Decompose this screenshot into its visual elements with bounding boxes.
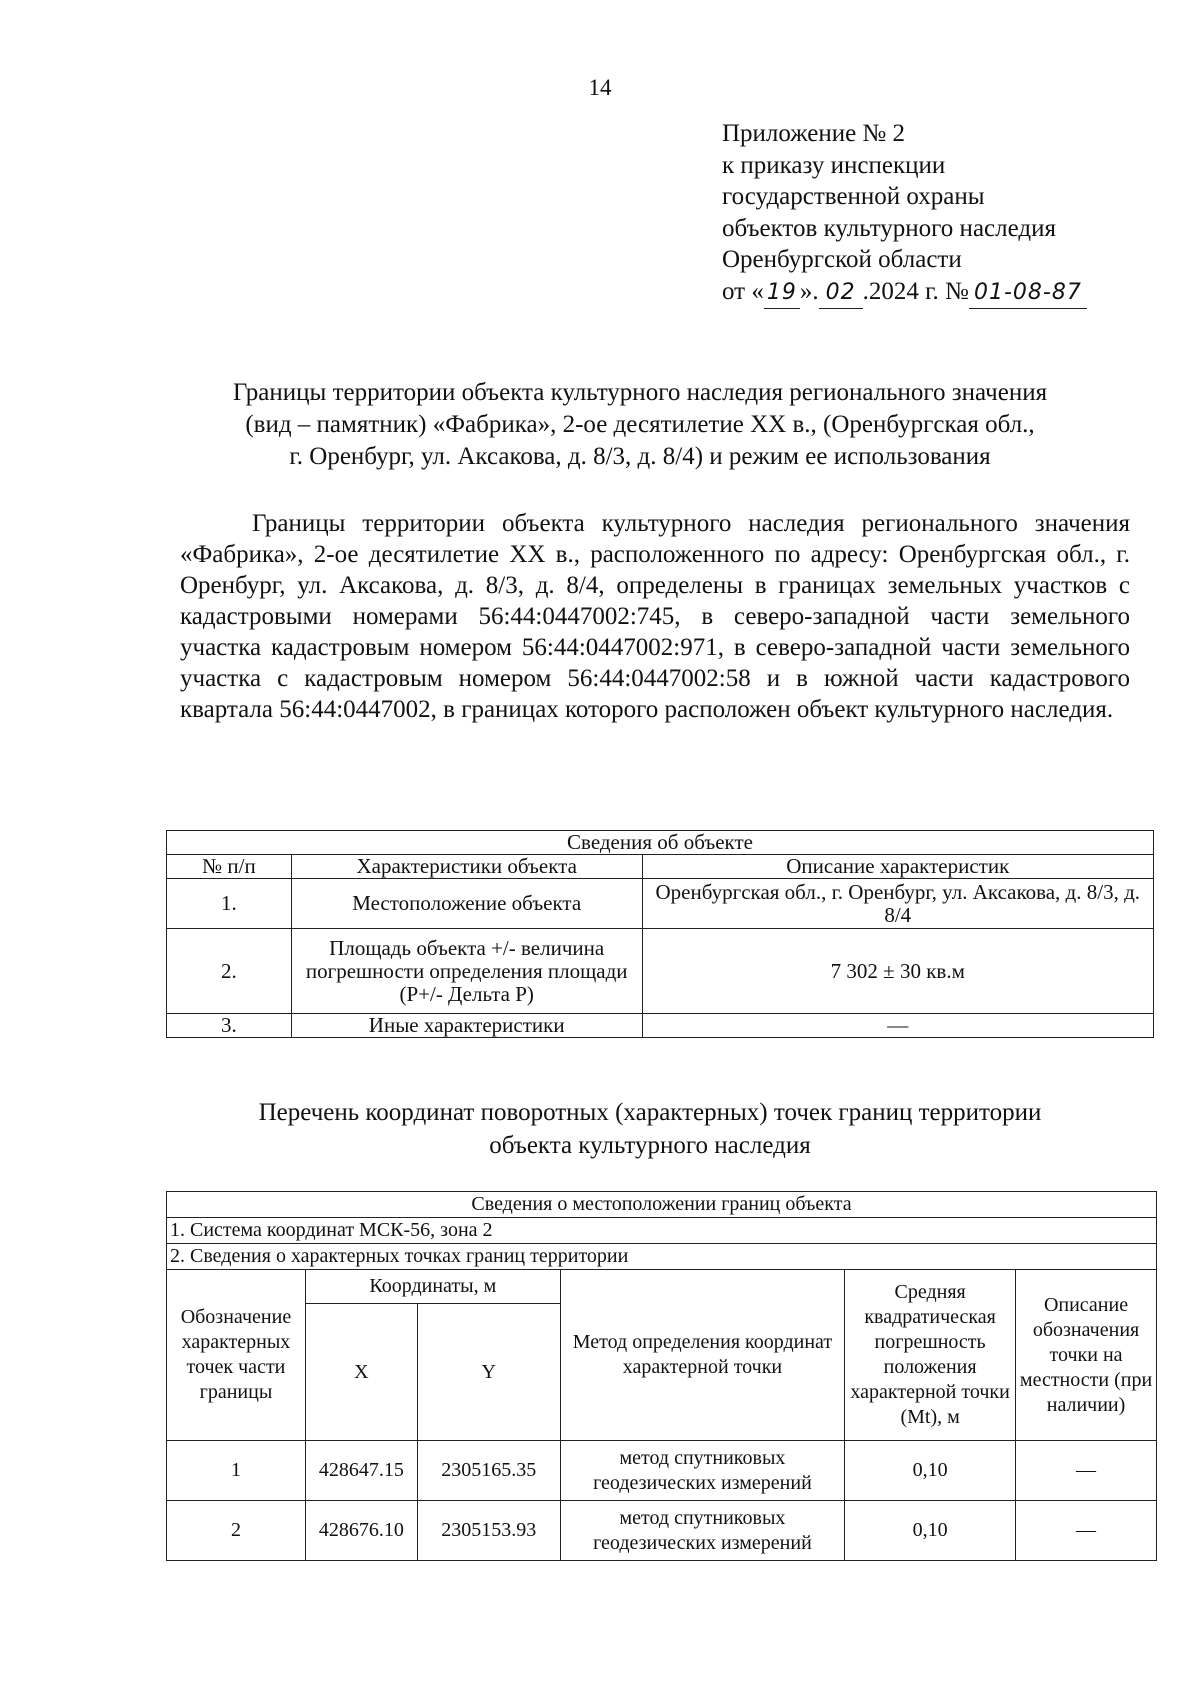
description: — xyxy=(1016,1501,1157,1561)
description: — xyxy=(1016,1441,1157,1501)
coordinates-table xyxy=(166,1191,1157,1561)
accuracy: 0,10 xyxy=(845,1441,1016,1501)
table-caption: Сведения о местоположении границ объекта xyxy=(167,1192,1157,1218)
date-prefix: от « xyxy=(722,277,764,305)
title-line: Границы территории объекта культурного наследия регионального значения xyxy=(232,379,1048,406)
header-cell: Координаты, м xyxy=(305,1270,560,1304)
appendix-header xyxy=(722,118,1087,309)
row-number: 2. xyxy=(167,929,292,1014)
order-number: 01-08-87 xyxy=(969,277,1087,310)
row-description: — xyxy=(642,1014,1153,1038)
table-header-row xyxy=(167,855,1154,879)
points-section: 2. Сведения о характерных точках границ территории xyxy=(167,1244,1157,1270)
table-row xyxy=(167,1014,1154,1038)
date-day: 19 xyxy=(764,277,800,310)
point-id: 2 xyxy=(167,1501,306,1561)
table-row xyxy=(167,929,1154,1014)
header-cell: Описание обозначения точки на местности (при наличии) xyxy=(1016,1270,1157,1441)
appendix-line: к приказу инспекции xyxy=(722,151,946,179)
header-cell: Характеристики объекта xyxy=(291,855,642,879)
table-header-row xyxy=(167,1270,1157,1304)
accuracy: 0,10 xyxy=(845,1501,1016,1561)
date-month: 02 xyxy=(819,277,863,310)
method: метод спутниковых геодезических измерений xyxy=(560,1441,844,1501)
coordinates-title xyxy=(150,1096,1150,1162)
row-name: Местоположение объекта xyxy=(291,879,642,929)
table-row xyxy=(167,1441,1157,1501)
appendix-line: Оренбургской области xyxy=(722,246,962,273)
header-cell: Средняя квадратическая погрешность положения характерной точки (Mt), м xyxy=(845,1270,1016,1441)
method: метод спутниковых геодезических измерений xyxy=(560,1501,844,1561)
header-cell: Описание характеристик xyxy=(642,855,1153,879)
coordinate-system: 1. Система координат МСК-56, зона 2 xyxy=(167,1218,1157,1244)
title-line: объекта культурного наследия xyxy=(489,1132,811,1159)
header-cell: Обозначение характерных точек части границы xyxy=(167,1270,306,1441)
table-row xyxy=(167,879,1154,929)
row-name: Иные характеристики xyxy=(291,1014,642,1038)
coord-x: 428676.10 xyxy=(305,1501,417,1561)
header-cell: Метод определения координат характерной точки xyxy=(560,1270,844,1441)
table-caption: Сведения об объекте xyxy=(167,831,1154,855)
row-description: 7 302 ± 30 кв.м xyxy=(642,929,1153,1014)
appendix-line: государственной охраны xyxy=(722,183,985,210)
point-id: 1 xyxy=(167,1441,306,1501)
appendix-line: объектов культурного наследия xyxy=(722,214,1056,242)
header-cell: Y xyxy=(417,1304,560,1441)
table-row xyxy=(167,1501,1157,1561)
object-info-table xyxy=(166,830,1154,1038)
header-cell: X xyxy=(305,1304,417,1441)
coord-x: 428647.15 xyxy=(305,1441,417,1501)
row-number: 3. xyxy=(167,1014,292,1038)
order-date-line xyxy=(722,276,1087,310)
coord-y: 2305153.93 xyxy=(417,1501,560,1561)
title-line: г. Оренбург, ул. Аксакова, д. 8/3, д. 8/4) и режим ее использования xyxy=(289,443,991,470)
boundary-description: Границы территории объекта культурного наследия регионального значения «Фабрика», 2-ое десятилетие XX в., расположенного по адресу: Оренбургская обл., г. Оренбург, ул. Аксакова, д. 8/3, д. 8/4, определены в границах земельных участков с кадастровыми номерами 56:44:0447002:745, в северо-западной части земельного участка кадастровым номером 56:44:0447002:971, в северо-западной части земельного участка с кадастровым номером 56:44:0447002:58 и в южной части кадастрового квартала 56:44:0447002, в границах которого расположен объект культурного наследия. xyxy=(180,510,1130,723)
appendix-line: Приложение № 2 xyxy=(722,120,906,147)
date-sep: ». xyxy=(799,277,819,305)
document-title xyxy=(150,377,1130,473)
date-year: .2024 г. № xyxy=(862,277,969,305)
row-description: Оренбургская обл., г. Оренбург, ул. Аксакова, д. 8/3, д. 8/4 xyxy=(642,879,1153,929)
coord-y: 2305165.35 xyxy=(417,1441,560,1501)
header-cell: № п/п xyxy=(167,855,292,879)
title-line: (вид – памятник) «Фабрика», 2-ое десятилетие XX в., (Оренбургская обл., xyxy=(245,411,1035,438)
title-line: Перечень координат поворотных (характерных) точек границ территории xyxy=(258,1099,1042,1126)
page-number: 14 xyxy=(588,75,612,100)
row-number: 1. xyxy=(167,879,292,929)
row-name: Площадь объекта +/- величина погрешности определения площади (P+/- Дельта P) xyxy=(291,929,642,1014)
